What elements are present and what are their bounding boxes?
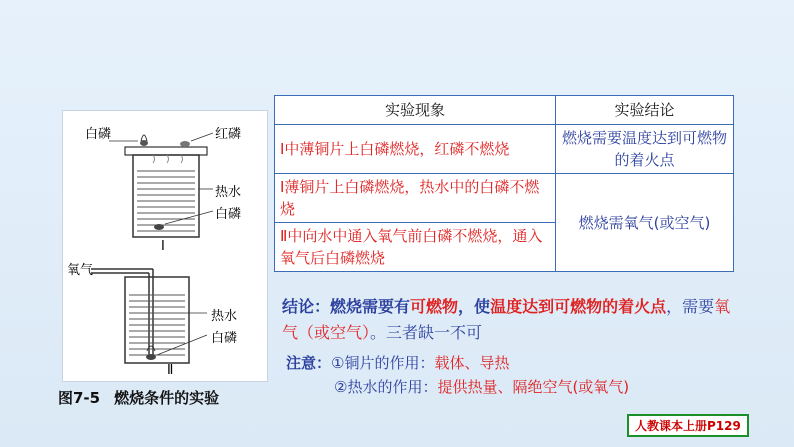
- conclusion-label: 结论：: [282, 297, 331, 316]
- conclusion-cell: 燃烧需要温度达到可燃物的着火点: [556, 125, 734, 174]
- conclusion-text: 。三者缺一不可: [370, 323, 483, 342]
- header-conclusion: 实验结论: [556, 96, 734, 125]
- experiment-figure: [62, 110, 268, 382]
- label-beaker-1: Ⅰ: [161, 239, 165, 254]
- label-white-phosphorus-2: 白磷: [211, 331, 238, 346]
- note-item: [286, 351, 766, 375]
- label-white-phosphorus-1: 白磷: [215, 207, 242, 222]
- label-white-phosphorus-top: 白磷: [85, 127, 112, 142]
- conclusion-text: 燃烧需要有: [330, 297, 411, 316]
- figure-caption: [58, 387, 298, 408]
- note-item: [286, 375, 766, 399]
- note-item-prefix: ②热水的作用：: [334, 378, 438, 396]
- conclusion-text: ，需要: [666, 297, 715, 316]
- phenomenon-cell: Ⅰ薄铜片上白磷燃烧，热水中的白磷不燃烧: [275, 174, 556, 223]
- label-red-phosphorus: 红磷: [215, 127, 242, 142]
- note-block: [286, 351, 766, 399]
- header-phenomenon: 实验现象: [275, 96, 556, 125]
- conclusion-highlight: 温度达到可燃物的着火点: [490, 297, 667, 316]
- textbook-reference-badge: 人教课本上册P129: [627, 414, 749, 437]
- label-beaker-2: Ⅱ: [167, 363, 174, 378]
- note-label: 注意：: [286, 354, 332, 372]
- label-oxygen: 氧气: [67, 263, 94, 278]
- experiment-table: [274, 95, 734, 272]
- conclusion-highlight: 可燃物: [410, 297, 459, 316]
- table-row: [275, 125, 734, 174]
- label-hot-water-2: 热水: [211, 309, 238, 324]
- figure-title: 燃烧条件的实验: [114, 389, 220, 407]
- note-item-value: 提供热量、隔绝空气(或氧气): [437, 378, 630, 396]
- note-item-prefix: ①铜片的作用：: [331, 354, 435, 372]
- table-row: [275, 174, 734, 223]
- conclusion-text: ，使: [458, 297, 491, 316]
- note-item-value: 载体、导热: [434, 354, 510, 372]
- phenomenon-cell: Ⅱ中向水中通入氧气前白磷不燃烧，通入氧气后白磷燃烧: [275, 223, 556, 272]
- label-hot-water-1: 热水: [215, 185, 242, 200]
- figure-number: 图7-5: [58, 389, 101, 407]
- conclusion-paragraph: [282, 294, 742, 346]
- conclusion-highlight: 氧气（或空气）: [282, 297, 731, 342]
- phenomenon-cell: Ⅰ中薄铜片上白磷燃烧，红磷不燃烧: [275, 125, 556, 174]
- table-header-row: [275, 96, 734, 125]
- conclusion-cell: 燃烧需氧气(或空气): [556, 174, 734, 272]
